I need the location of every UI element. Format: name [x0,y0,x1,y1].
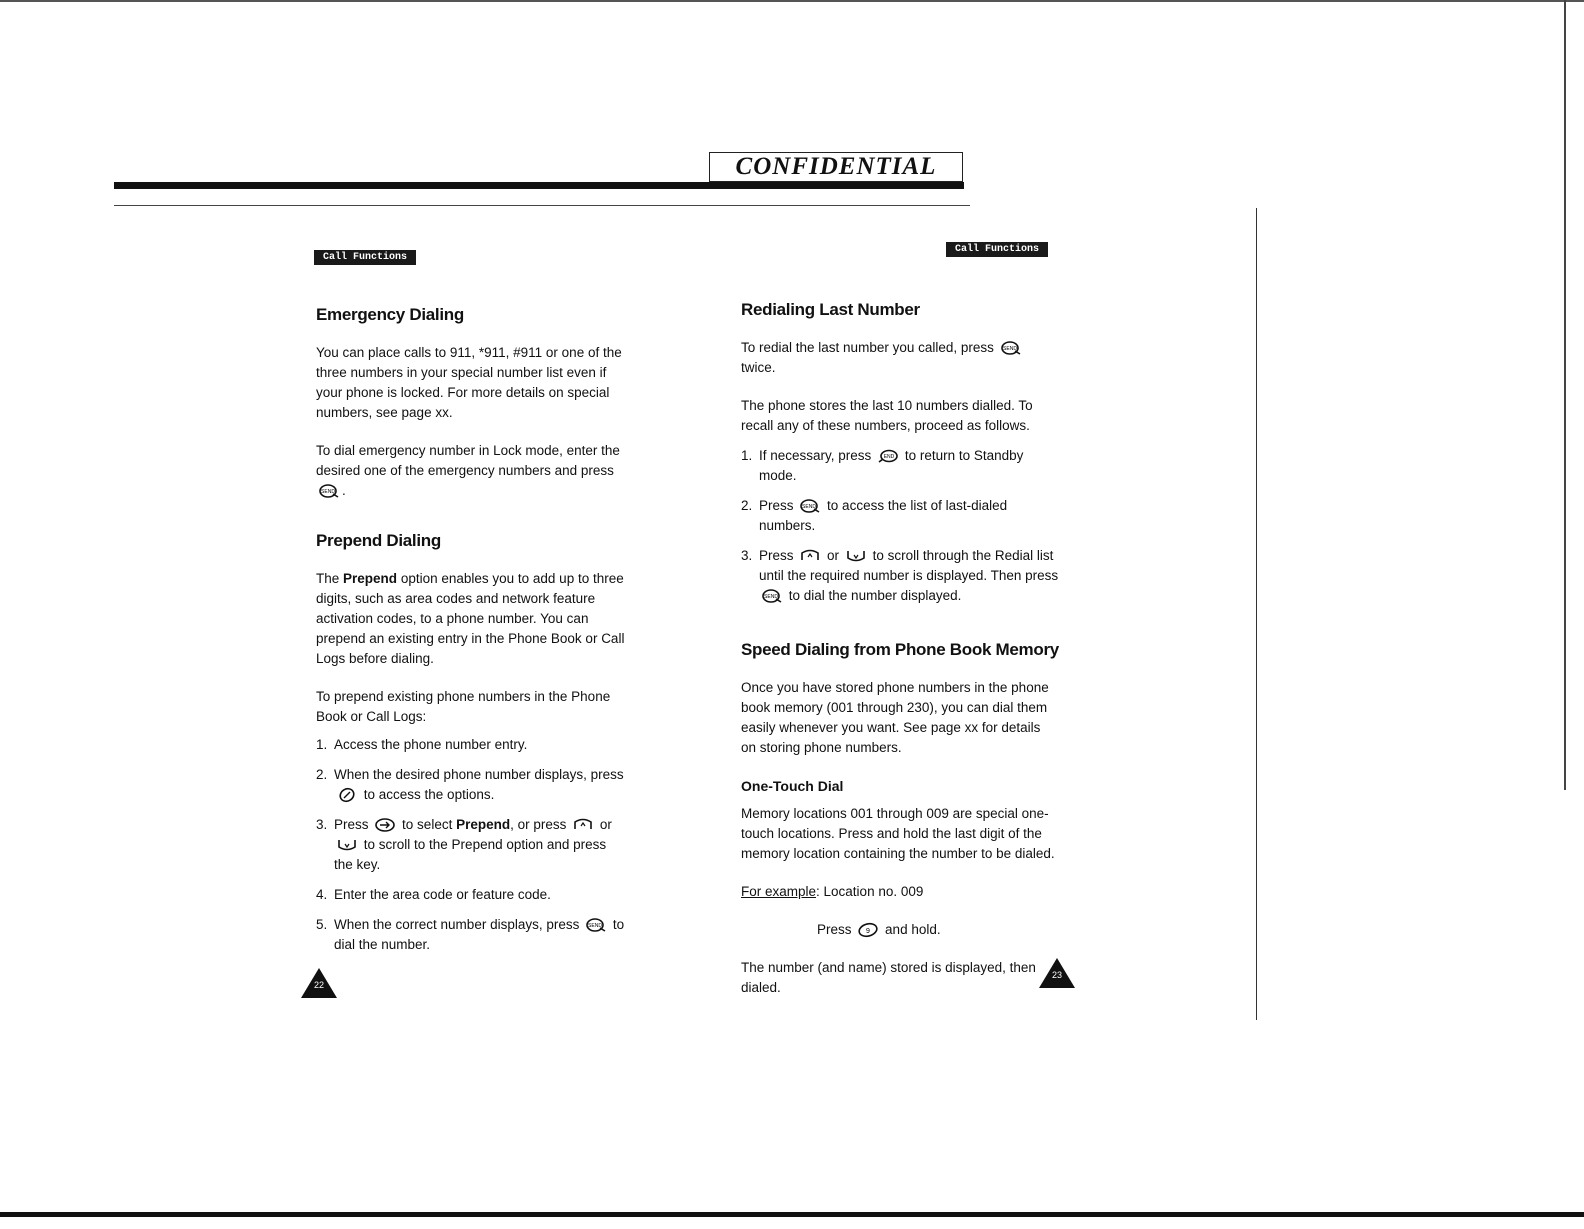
scroll-up-key-icon [572,817,594,833]
step-text-c: , or press [510,817,567,832]
example-hold: and hold. [885,922,941,937]
step-text: Press [759,498,794,513]
one-touch-heading: One-Touch Dial [741,778,844,794]
section-tag-left: Call Functions [314,250,416,265]
page-number-text: 23 [1051,970,1062,980]
example-line [741,882,1059,902]
step-text-d: to scroll to the Prepend option and press the key. [334,837,607,872]
step-number: 1. [741,448,753,463]
speed-paragraph-1: Once you have stored phone numbers in the phone book memory (001 through 230), you can dial them easily whenever you want. See page xx for details on storing phone numbers. [741,680,1049,755]
end-key-icon [877,448,899,464]
svg-text:END: END [883,454,895,461]
prepend-steps [316,735,626,955]
step-number: 4. [316,887,328,902]
redial-step-3 [741,546,1059,606]
step-text-mid: to select [402,817,453,832]
header-thick-rule [114,182,964,189]
step-text-or: or [599,817,612,832]
step-text-end: to access the list of last-dialed numbers. [759,498,1008,533]
step-text: If necessary, press [759,448,872,463]
prepend-p1-bold: Prepend [343,571,398,586]
step-text-end: to return to Standby mode. [759,448,1024,483]
redial-paragraph-2: The phone stores the last 10 numbers dialled. To recall any of these numbers, proceed as follows. [741,398,1033,433]
example-label: For example [741,884,817,899]
step-text: When the correct number displays, press [334,917,580,932]
select-key-icon [374,817,396,833]
example-text: : Location no. 009 [816,884,924,899]
svg-text:SEND: SEND [588,923,603,930]
prepend-step-3 [316,815,626,875]
prepend-paragraph-2: To prepend existing phone numbers in the Phone Book or Call Logs: [316,689,611,724]
right-column [741,300,1059,1016]
step-text: When the desired phone number displays, press [334,767,624,782]
step-text-end: to dial the number. [334,917,625,952]
step-number: 1. [316,737,328,752]
prepend-step-1 [316,735,626,755]
prepend-p1-post: option enables you to add up to three digits, such as area codes and network feature activation codes, to a phone number. You can prepend an existing entry in the Phone Book or Call Logs before dialing. [316,571,625,666]
key-9-icon [857,922,879,938]
speed-dialing-heading: Speed Dialing from Phone Book Memory [741,640,1059,659]
step-text-or: or [827,548,840,563]
step-number: 2. [316,767,328,782]
send-key-icon [799,498,821,514]
confidential-stamp: CONFIDENTIAL [709,152,963,182]
example-press: Press [817,922,852,937]
svg-text:SEND: SEND [1002,346,1017,353]
example-press-line [741,920,1059,940]
svg-text:SEND: SEND [321,489,335,496]
step-number: 5. [316,917,328,932]
send-key-icon [585,917,607,933]
header-thin-rule [114,205,970,206]
prepend-step-4 [316,885,626,905]
prepend-p1-pre: The [316,571,340,586]
scan-right-edge [1564,0,1566,790]
prepend-step-2 [316,765,626,805]
scroll-up-key-icon [799,548,821,564]
svg-text:SEND: SEND [802,504,817,511]
scroll-down-key-icon [336,837,358,853]
scan-bottom-edge [0,1212,1584,1217]
section-tag-right: Call Functions [946,242,1048,257]
step-text-end: to access the options. [363,787,495,802]
step-text-end: to dial the number displayed. [788,588,962,603]
redial-p1-end: twice. [741,360,776,375]
step-number: 3. [316,817,328,832]
menu-key-icon [336,787,358,803]
emergency-paragraph-2-text: To dial emergency number in Lock mode, enter the desired one of the emergency numbers and press [316,443,620,478]
redial-paragraph-1 [741,338,1059,378]
step-text: Enter the area code or feature code. [334,887,551,902]
step-number: 3. [741,548,753,563]
send-key-icon [318,483,340,499]
step-text-mid: to scroll through the Redial list until the required number is displayed. Then press [759,548,1059,583]
emergency-paragraph-2-end: . [342,483,346,498]
prepend-step-5 [316,915,626,955]
redial-step-2 [741,496,1059,536]
prepend-paragraph-1 [316,569,626,669]
step-text: Press [759,548,794,563]
svg-text:9: 9 [866,928,871,936]
page-number-right [1039,958,1075,988]
step-text: Press [334,817,369,832]
scroll-down-key-icon [845,548,867,564]
scan-top-edge [0,0,1584,2]
page-number-left [301,968,337,998]
redial-p1-text: To redial the last number you called, press [741,340,994,355]
emergency-dialing-heading: Emergency Dialing [316,305,464,324]
redial-steps [741,446,1059,606]
send-key-icon [1000,340,1022,356]
redialing-heading: Redialing Last Number [741,300,920,319]
step-number: 2. [741,498,753,513]
prepend-dialing-heading: Prepend Dialing [316,531,441,550]
left-column [316,305,626,969]
page-edge-line [1256,208,1257,1020]
step-text: Access the phone number entry. [334,737,528,752]
send-key-icon [761,588,783,604]
emergency-paragraph-2 [316,441,626,501]
speed-paragraph-3: The number (and name) stored is displayed, then dialed. [741,960,1036,995]
redial-step-1 [741,446,1059,486]
step-text-bold: Prepend [456,817,511,832]
speed-paragraph-2: Memory locations 001 through 009 are special one-touch locations. Press and hold the last digit of the memory location containing the number to be dialed. [741,806,1055,861]
emergency-paragraph-1: You can place calls to 911, *911, #911 or one of the three numbers in your special number list even if your phone is locked. For more details on special numbers, see page xx. [316,345,622,420]
svg-text:SEND: SEND [764,594,778,601]
page-number-text: 22 [313,980,324,990]
